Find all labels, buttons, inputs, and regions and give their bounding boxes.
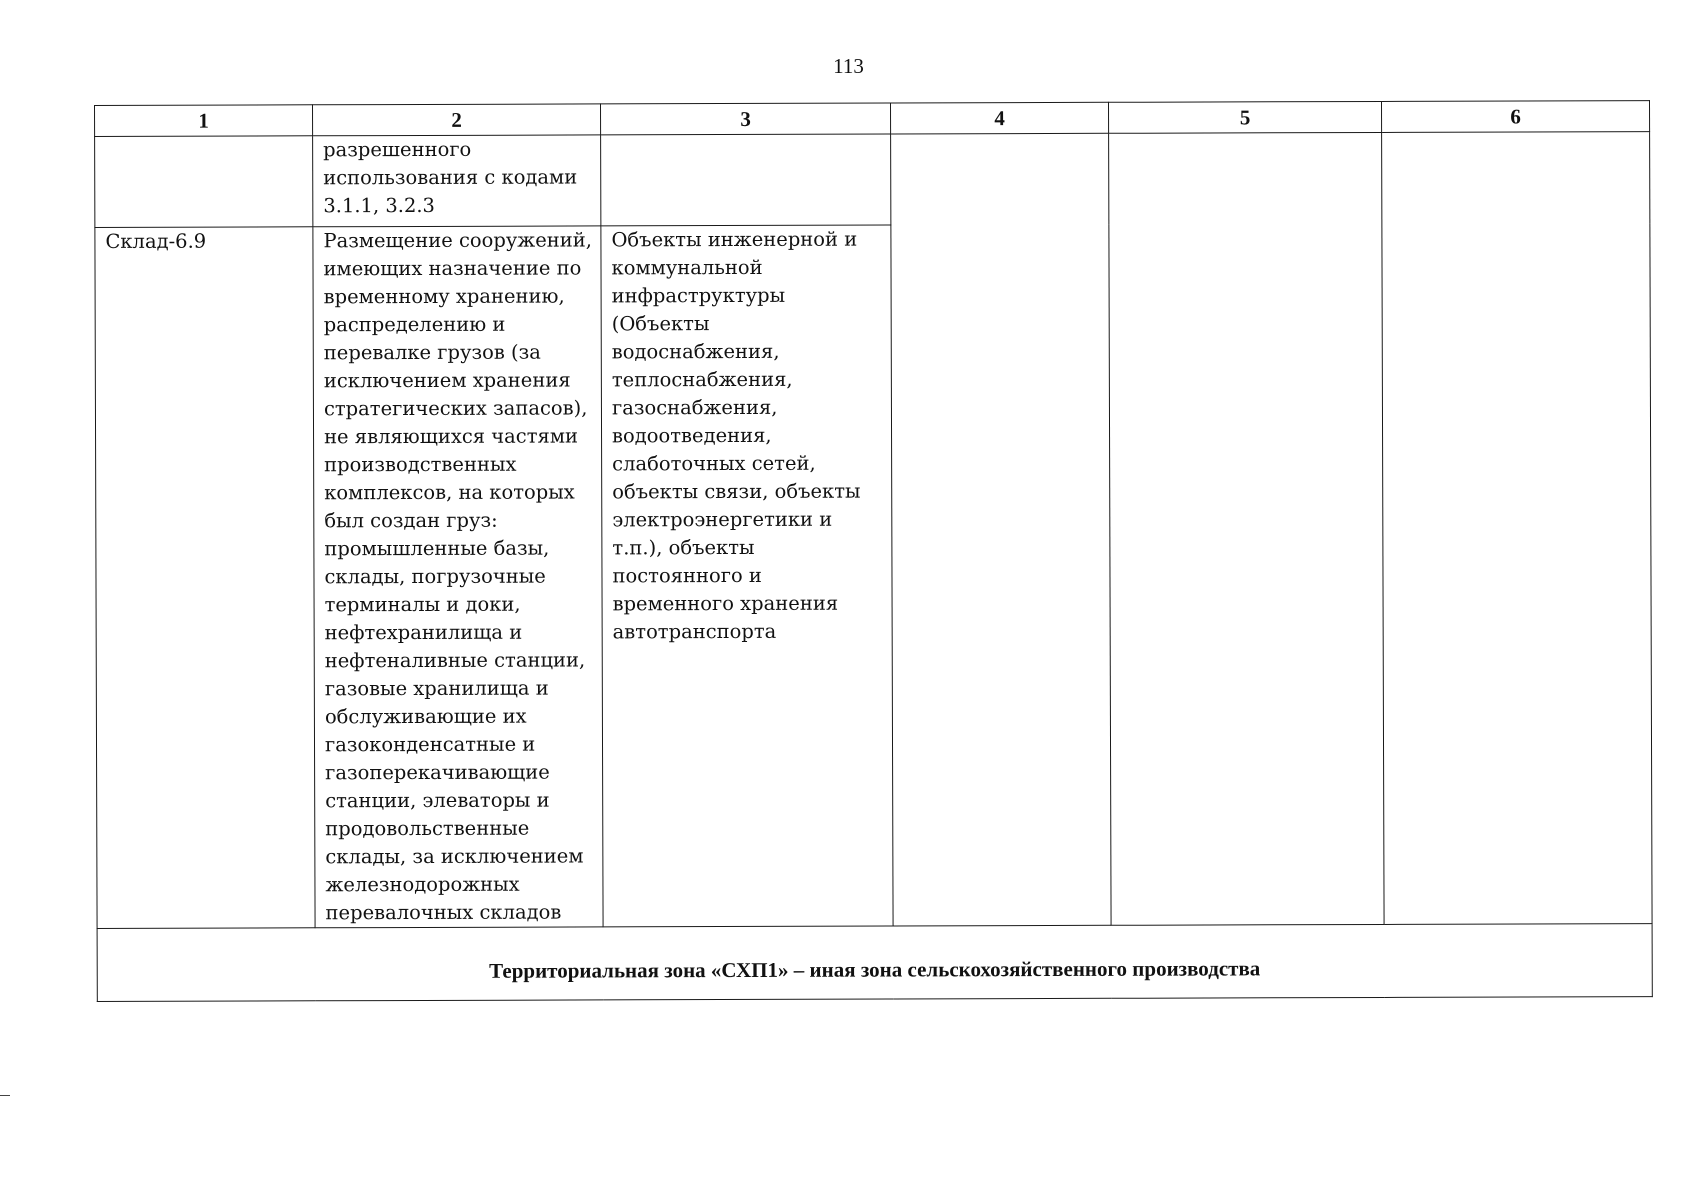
column-header-4: 4 — [890, 102, 1108, 134]
column-header-1: 1 — [95, 105, 313, 137]
regulations-table — [94, 100, 1653, 1002]
column-header-5: 5 — [1108, 101, 1381, 133]
page-number: 113 — [833, 54, 864, 78]
cell-text — [95, 136, 312, 137]
column-header-2: 2 — [313, 104, 601, 136]
cell-text — [891, 134, 1108, 135]
table-header-row — [95, 101, 1650, 137]
cell-text — [1382, 132, 1649, 133]
column-header-6: 6 — [1381, 101, 1649, 133]
table-cell — [601, 134, 891, 226]
table-cell-merged — [1382, 132, 1652, 925]
zone-title: Территориальная зона «СХП1» – иная зона сельскохозяйственного производства — [97, 924, 1652, 1002]
scan-edge-mark — [0, 1095, 10, 1096]
table-cell — [601, 225, 893, 927]
table-row — [95, 132, 1650, 228]
use-type-name: Склад-6.9 — [105, 229, 207, 253]
zone-title-row — [97, 924, 1652, 1002]
cell-text — [601, 134, 890, 135]
table-cell — [95, 227, 315, 929]
cell-text — [1109, 133, 1381, 134]
table-cell — [95, 136, 313, 228]
column-header-3: 3 — [600, 103, 890, 135]
table-cell-merged — [891, 133, 1111, 926]
cell-text: разрешенного использования с кодами 3.1.1, 3.2.3 — [323, 137, 578, 218]
table-cell — [313, 226, 603, 928]
table-cell — [313, 135, 601, 227]
auxiliary-objects: Объекты инженерной и коммунальной инфраструктуры (Объекты водоснабжения, теплоснабжения, газоснабжения, водоотведения, слаботочных сетей, объекты связи, объекты электроэнергетики и т.п.), объекты постоянного и временного хранения автотранспорта — [611, 227, 861, 644]
use-type-description: Размещение сооружений, имеющих назначение по временному хранению, распределению и перевалке грузов (за исключением хранения стратегических запасов), не являющихся частями производственных комплексов, на которых был создан груз: промышленные базы, склады, погрузочные терминалы и доки, нефтехранилища и нефтеналивные станции, газовые хранилища и обслуживающие их газоконденсатные и газоперекачивающие станции, элеваторы и продовольственные склады, за исключением железнодорожных перевалочных складов — [323, 228, 592, 925]
table-cell-merged — [1109, 132, 1384, 925]
